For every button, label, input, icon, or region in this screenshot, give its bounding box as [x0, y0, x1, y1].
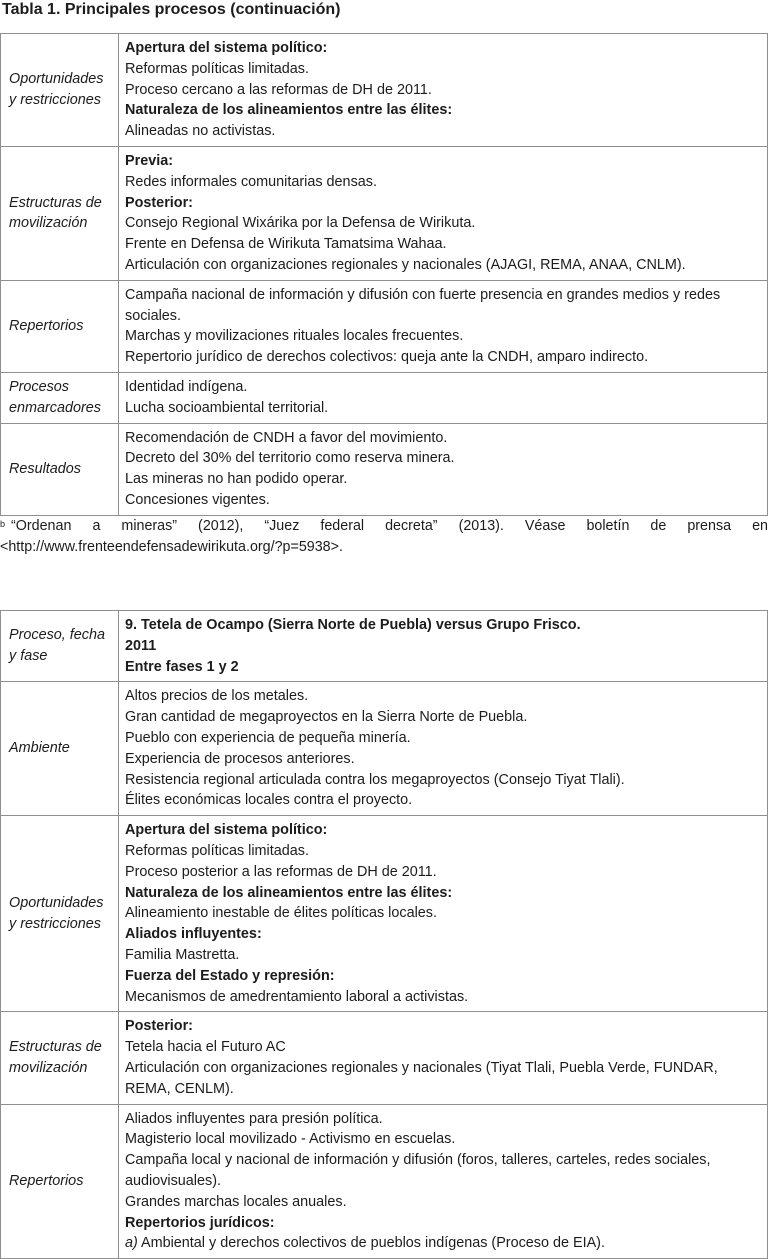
line-text: Entre fases 1 y 2	[125, 658, 239, 675]
content-line	[125, 172, 761, 193]
line-text: Experiencia de procesos anteriores.	[125, 750, 355, 767]
content-line	[125, 1150, 761, 1192]
content-line	[125, 398, 761, 419]
table-row-repertorios	[1, 280, 768, 372]
content-line	[125, 469, 761, 490]
line-text: Naturaleza de los alineamientos entre las élites:	[125, 102, 453, 119]
line-text: Aliados influyentes para presión política.	[125, 1110, 383, 1127]
content-heading	[125, 966, 761, 987]
line-text: Recomendación de CNDH a favor del movimiento.	[125, 429, 448, 446]
content-line	[125, 326, 761, 347]
line-text: Pueblo con experiencia de pequeña minería.	[125, 729, 411, 746]
content-line	[125, 1058, 761, 1100]
table-row-estructuras-de-movilizacion	[1, 146, 768, 280]
line-text: Identidad indígena.	[125, 378, 248, 395]
row-label: Estructuras de movilización	[1, 1012, 119, 1104]
line-text: Grandes marchas locales anuales.	[125, 1193, 347, 1210]
line-text: Posterior:	[125, 1018, 193, 1035]
line-text: Posterior:	[125, 194, 193, 211]
line-text: 9. Tetela de Ocampo (Sierra Norte de Puebla) versus Grupo Frisco.	[125, 617, 581, 633]
content-heading	[125, 193, 761, 214]
content-line	[125, 903, 761, 924]
line-text: Fuerza del Estado y represión:	[125, 967, 335, 984]
line-text: Frente en Defensa de Wirikuta Tamatsima Wahaa.	[125, 236, 447, 253]
row-label: Oportunidades y restricciones	[1, 34, 119, 147]
line-text: Consejo Regional Wixárika por la Defensa de Wirikuta.	[125, 215, 476, 232]
row-label: Estructuras de movilización	[1, 146, 119, 280]
content-heading	[125, 151, 761, 172]
line-text: Apertura del sistema político:	[125, 822, 328, 839]
line-text: Resistencia regional articulada contra los megaproyectos (Consejo Tiyat Tlali).	[125, 771, 625, 788]
line-text: Aliados influyentes:	[125, 926, 262, 943]
row-content	[119, 146, 768, 280]
content-heading	[125, 615, 761, 636]
line-text: Redes informales comunitarias densas.	[125, 173, 377, 190]
content-line	[125, 448, 761, 469]
content-line	[125, 234, 761, 255]
line-text: Repertorios jurídicos:	[125, 1214, 275, 1231]
content-heading	[125, 100, 761, 121]
content-line	[125, 770, 761, 791]
content-line	[125, 749, 761, 770]
line-text: Reformas políticas limitadas.	[125, 60, 309, 77]
content-line	[125, 347, 761, 368]
table2-body	[1, 611, 768, 1259]
content-line	[125, 862, 761, 883]
line-text: Previa:	[125, 152, 173, 169]
row-content	[119, 1012, 768, 1104]
line-text: Decreto del 30% del territorio como reserva minera.	[125, 450, 455, 467]
row-content	[119, 1104, 768, 1259]
row-label: Repertorios	[1, 280, 119, 372]
content-heading	[125, 1213, 761, 1234]
footnote	[0, 516, 768, 558]
content-line	[125, 1233, 761, 1254]
content-line	[125, 255, 761, 276]
table-row-estructuras-de-movilizacion	[1, 1012, 768, 1104]
table1-body	[1, 34, 768, 516]
content-heading	[125, 924, 761, 945]
page-title: Tabla 1. Principales procesos (continuación)	[2, 1, 341, 18]
line-text: Familia Mastretta.	[125, 946, 240, 963]
line-text: Concesiones vigentes.	[125, 491, 270, 508]
content-line	[125, 1037, 761, 1058]
content-line	[125, 377, 761, 398]
content-line	[125, 686, 761, 707]
content-line	[125, 1109, 761, 1130]
row-content	[119, 372, 768, 423]
content-heading	[125, 38, 761, 59]
row-label: Ambiente	[1, 682, 119, 816]
row-label: Oportunidades y restricciones	[1, 816, 119, 1012]
content-line	[125, 790, 761, 811]
line-text: Ambiental y derechos colectivos de pueblos indígenas (Proceso de EIA).	[141, 1235, 605, 1252]
line-text: Marchas y movilizaciones rituales locales frecuentes.	[125, 328, 464, 345]
table-row-oportunidades-y-restricciones	[1, 816, 768, 1012]
row-content	[119, 34, 768, 147]
line-text: Campaña local y nacional de información y difusión (foros, talleres, carteles, redes sociales, audiovisuales).	[125, 1152, 711, 1189]
line-text: Alineamiento inestable de élites políticas locales.	[125, 905, 437, 922]
content-line	[125, 1129, 761, 1150]
line-text: Tetela hacia el Futuro AC	[125, 1039, 286, 1056]
content-line	[125, 285, 761, 327]
line-text: Proceso cercano a las reformas de DH de 2011.	[125, 81, 432, 98]
content-line	[125, 121, 761, 142]
content-heading	[125, 1016, 761, 1037]
table-row-ambiente	[1, 682, 768, 816]
line-text: Articulación con organizaciones regionales y nacionales (Tiyat Tlali, Puebla Verde, FUNDAR, REMA, CENLM).	[125, 1059, 718, 1097]
row-label: Resultados	[1, 423, 119, 515]
row-content	[119, 611, 768, 682]
line-text: Proceso posterior a las reformas de DH de 2011.	[125, 863, 437, 880]
table-row-resultados	[1, 423, 768, 515]
content-line	[125, 213, 761, 234]
row-content	[119, 816, 768, 1012]
row-content	[119, 682, 768, 816]
line-text: Alineadas no activistas.	[125, 123, 276, 140]
content-line	[125, 1192, 761, 1213]
line-text: Naturaleza de los alineamientos entre las élites:	[125, 884, 453, 901]
line-text: Gran cantidad de megaproyectos en la Sierra Norte de Puebla.	[125, 709, 528, 726]
table-row-proceso-fecha-y-fase	[1, 611, 768, 682]
content-line	[125, 945, 761, 966]
content-heading	[125, 657, 761, 678]
content-line	[125, 728, 761, 749]
content-line	[125, 490, 761, 511]
row-label: Repertorios	[1, 1104, 119, 1259]
line-text: Las mineras no han podido operar.	[125, 471, 348, 488]
line-text: Repertorio jurídico de derechos colectivos: queja ante la CNDH, amparo indirecto.	[125, 349, 649, 366]
line-text: Lucha socioambiental territorial.	[125, 399, 329, 416]
content-heading	[125, 636, 761, 657]
footnote-marker: b	[0, 519, 6, 529]
table-main-processes	[0, 33, 768, 516]
footnote-text: “Ordenan a mineras” (2012), “Juez federal decreta” (2013). Véase boletín de prensa en <http://www.frenteendefensadewirikuta.org/?p=5938>.	[0, 518, 768, 555]
list-prefix: a)	[125, 1235, 138, 1252]
row-content	[119, 280, 768, 372]
content-line	[125, 987, 761, 1008]
line-text: Élites económicas locales contra el proyecto.	[125, 792, 413, 809]
line-text: Altos precios de los metales.	[125, 688, 309, 705]
table-row-repertorios	[1, 1104, 768, 1259]
row-content	[119, 423, 768, 515]
content-line	[125, 707, 761, 728]
row-label: Proceso, fecha y fase	[1, 611, 119, 682]
content-line	[125, 428, 761, 449]
line-text: Magisterio local movilizado - Activismo en escuelas.	[125, 1131, 456, 1148]
table-row-procesos-enmarcadores	[1, 372, 768, 423]
content-line	[125, 59, 761, 80]
content-heading	[125, 820, 761, 841]
content-heading	[125, 883, 761, 904]
line-text: Apertura del sistema político:	[125, 40, 328, 56]
line-text: Articulación con organizaciones regionales y nacionales (AJAGI, REMA, ANAA, CNLM).	[125, 256, 686, 273]
table-process-9	[0, 610, 768, 1259]
content-line	[125, 841, 761, 862]
line-text: Reformas políticas limitadas.	[125, 842, 309, 859]
line-text: Campaña nacional de información y difusión con fuerte presencia en grandes medios y redes sociales.	[125, 286, 721, 324]
content-line	[125, 80, 761, 101]
line-text: Mecanismos de amedrentamiento laboral a activistas.	[125, 988, 469, 1005]
line-text: 2011	[125, 637, 157, 654]
table-row-oportunidades-y-restricciones	[1, 34, 768, 147]
row-label: Procesos enmarcadores	[1, 372, 119, 423]
